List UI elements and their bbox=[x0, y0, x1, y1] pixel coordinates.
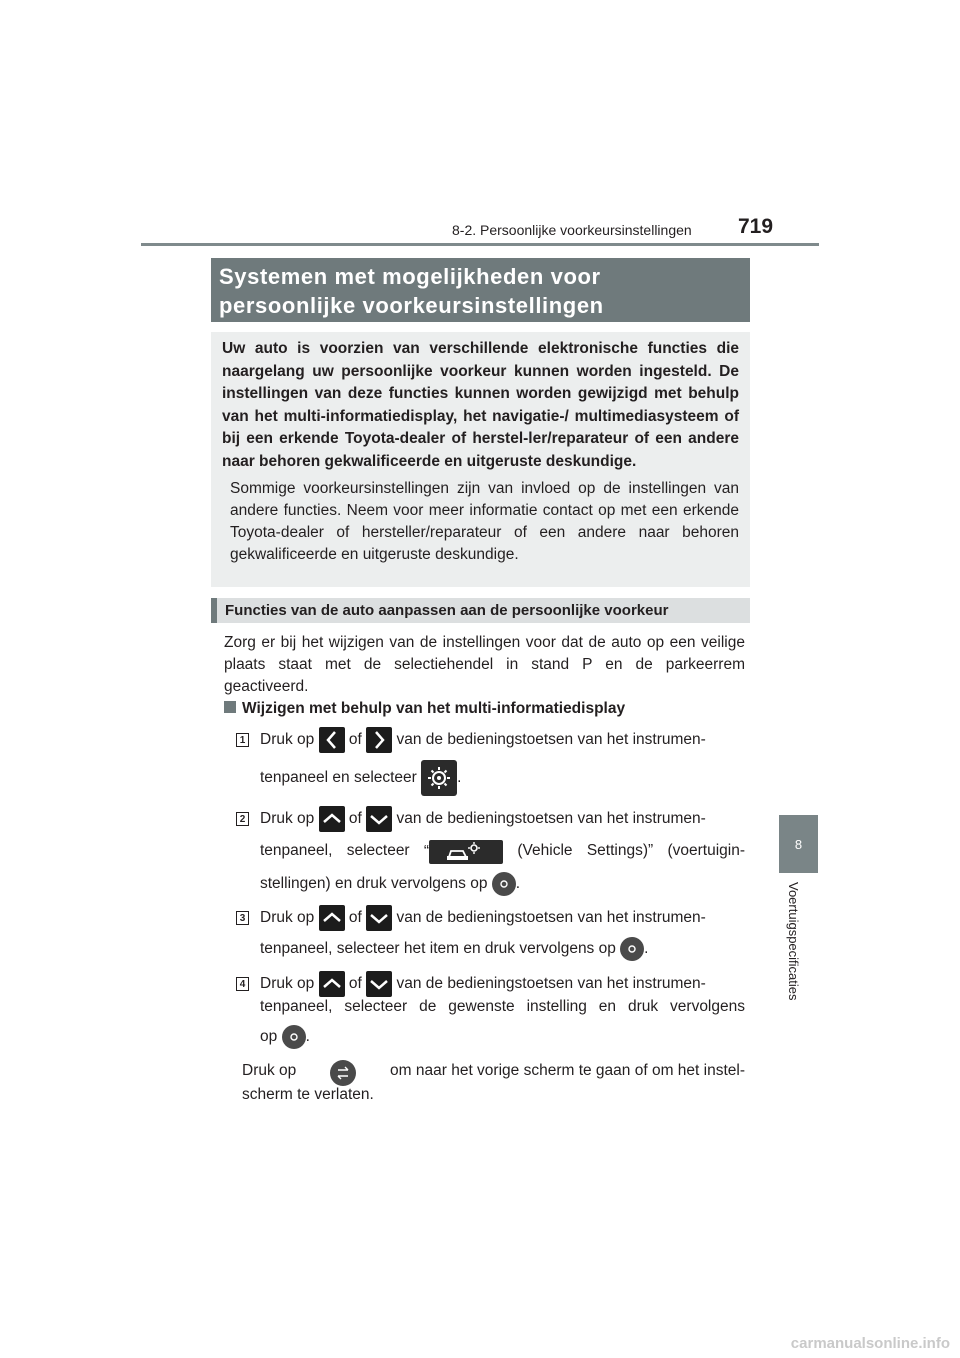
vehicle-settings-icon bbox=[429, 840, 503, 864]
title-box bbox=[211, 258, 750, 322]
step-text: tenpaneel, bbox=[260, 842, 333, 859]
back-button-icon bbox=[330, 1060, 356, 1086]
step-text: “ bbox=[423, 843, 430, 861]
back-note-text: Druk op bbox=[242, 1062, 297, 1079]
step-text: tenpaneel en selecteer bbox=[260, 769, 417, 787]
chevron-up-icon bbox=[319, 806, 345, 832]
step-text: . bbox=[305, 1028, 310, 1046]
ok-button-icon bbox=[492, 872, 516, 896]
chevron-up-icon bbox=[319, 971, 345, 997]
step-number-3: 3 bbox=[236, 911, 249, 925]
step-text: of bbox=[348, 975, 362, 993]
step-text: stellingen) en druk vervolgens op bbox=[260, 875, 488, 893]
step-number-1: 1 bbox=[236, 733, 249, 747]
step-4-line-1 bbox=[260, 971, 745, 997]
step-text: op bbox=[260, 1028, 278, 1046]
step-text: van de bedieningstoetsen van het instrumen- bbox=[396, 975, 706, 993]
step-number-4: 4 bbox=[236, 977, 249, 991]
back-note-text: om naar het vorige scherm te gaan of om het instel- bbox=[390, 1062, 745, 1079]
page-number: 719 bbox=[738, 215, 774, 238]
step-4-line-3 bbox=[260, 1025, 310, 1049]
step-text: . bbox=[515, 875, 521, 893]
header-section-title: 8-2. Persoonlijke voorkeursinstellingen bbox=[452, 222, 692, 238]
section-title bbox=[224, 698, 625, 720]
step-text: of bbox=[348, 909, 362, 927]
step-text: . bbox=[644, 940, 649, 958]
back-note-line-2: scherm te verlaten. bbox=[242, 1086, 374, 1103]
step-text: . bbox=[457, 769, 462, 787]
title-line-2: persoonlijke voorkeursinstellingen bbox=[219, 293, 604, 318]
step-text: van de bedieningstoetsen van het instrumen- bbox=[396, 810, 706, 828]
prep-text: Zorg er bij het wijzigen van de instellingen voor dat de auto op een veilige plaats staat met de selectiehendel in stand P en de parkeerrem geactiveerd. bbox=[224, 634, 745, 695]
step-1-line-2 bbox=[260, 760, 461, 796]
step-1-line-1 bbox=[260, 727, 745, 753]
chevron-down-icon bbox=[366, 905, 392, 931]
step-text: Druk op bbox=[260, 909, 315, 927]
step-text: Druk op bbox=[260, 731, 315, 749]
intro-bold-text: Uw auto is voorzien van verschillende elektronische functies die naargelang uw persoonlijke voorkeur kunnen worden ingesteld. De instellingen van deze functies kunnen worden gewijzigd met behulp van het multi-informatiedisplay, het navigatie-/ multimediasysteem of bij een erkende Toyota-dealer of herstel-ler/reparateur of een andere naar behoren gekwalificeerde en uitgeruste deskundige. bbox=[222, 340, 739, 470]
step-text: of bbox=[348, 810, 362, 828]
step-text: Settings)” bbox=[586, 842, 654, 859]
watermark: carmanualsonline.info bbox=[790, 1335, 950, 1352]
step-text: Druk op bbox=[260, 975, 315, 993]
chapter-label bbox=[786, 882, 805, 1001]
intro-note-text: Sommige voorkeursinstellingen zijn van invloed op de instellingen van andere functies. Neem voor meer informatie contact op met een erkende Toyota-dealer of hersteller/reparateur of een andere naar behoren gekwalificeerde en uitgeruste deskundige. bbox=[230, 479, 739, 563]
chapter-tab: 8 bbox=[779, 815, 818, 873]
section-title-text: Wijzigen met behulp van het multi-informatiedisplay bbox=[242, 700, 626, 717]
step-2-line-3 bbox=[260, 872, 520, 896]
chevron-down-icon bbox=[366, 806, 392, 832]
step-2-line-1 bbox=[260, 806, 745, 832]
chevron-right-icon bbox=[366, 727, 392, 753]
ok-button-icon bbox=[620, 937, 644, 961]
step-text: tenpaneel, selecteer het item en druk vervolgens op bbox=[260, 940, 616, 958]
step-4-line-2: tenpaneel, selecteer de gewenste instelling en druk vervolgens bbox=[260, 998, 745, 1015]
chapter-label-text: Voertuigspecificaties bbox=[786, 882, 801, 1001]
step-text: van de bedieningstoetsen van het instrumen- bbox=[396, 909, 706, 927]
step-number-2: 2 bbox=[236, 812, 249, 826]
step-text: Druk op bbox=[260, 810, 315, 828]
step-text: (Vehicle bbox=[517, 842, 573, 859]
chevron-down-icon bbox=[366, 971, 392, 997]
step-3-line-2 bbox=[260, 937, 648, 961]
step-3-line-1 bbox=[260, 905, 745, 931]
title-line-1: Systemen met mogelijkheden voor bbox=[219, 264, 601, 289]
chevron-up-icon bbox=[319, 905, 345, 931]
step-2-line-2 bbox=[260, 840, 745, 864]
settings-gear-icon bbox=[421, 760, 457, 796]
step-text: van de bedieningstoetsen van het instrumen- bbox=[396, 731, 706, 749]
sub-header: Functies van de auto aanpassen aan de persoonlijke voorkeur bbox=[211, 598, 750, 623]
header-divider bbox=[141, 243, 819, 246]
chevron-left-icon bbox=[319, 727, 345, 753]
back-note-line-1 bbox=[242, 1060, 745, 1086]
step-text: selecteer bbox=[346, 842, 410, 859]
square-bullet-icon bbox=[224, 701, 236, 713]
ok-button-icon bbox=[282, 1025, 306, 1049]
step-text: (voertuigin- bbox=[667, 842, 745, 859]
step-text: of bbox=[348, 731, 362, 749]
intro-box bbox=[211, 332, 750, 587]
